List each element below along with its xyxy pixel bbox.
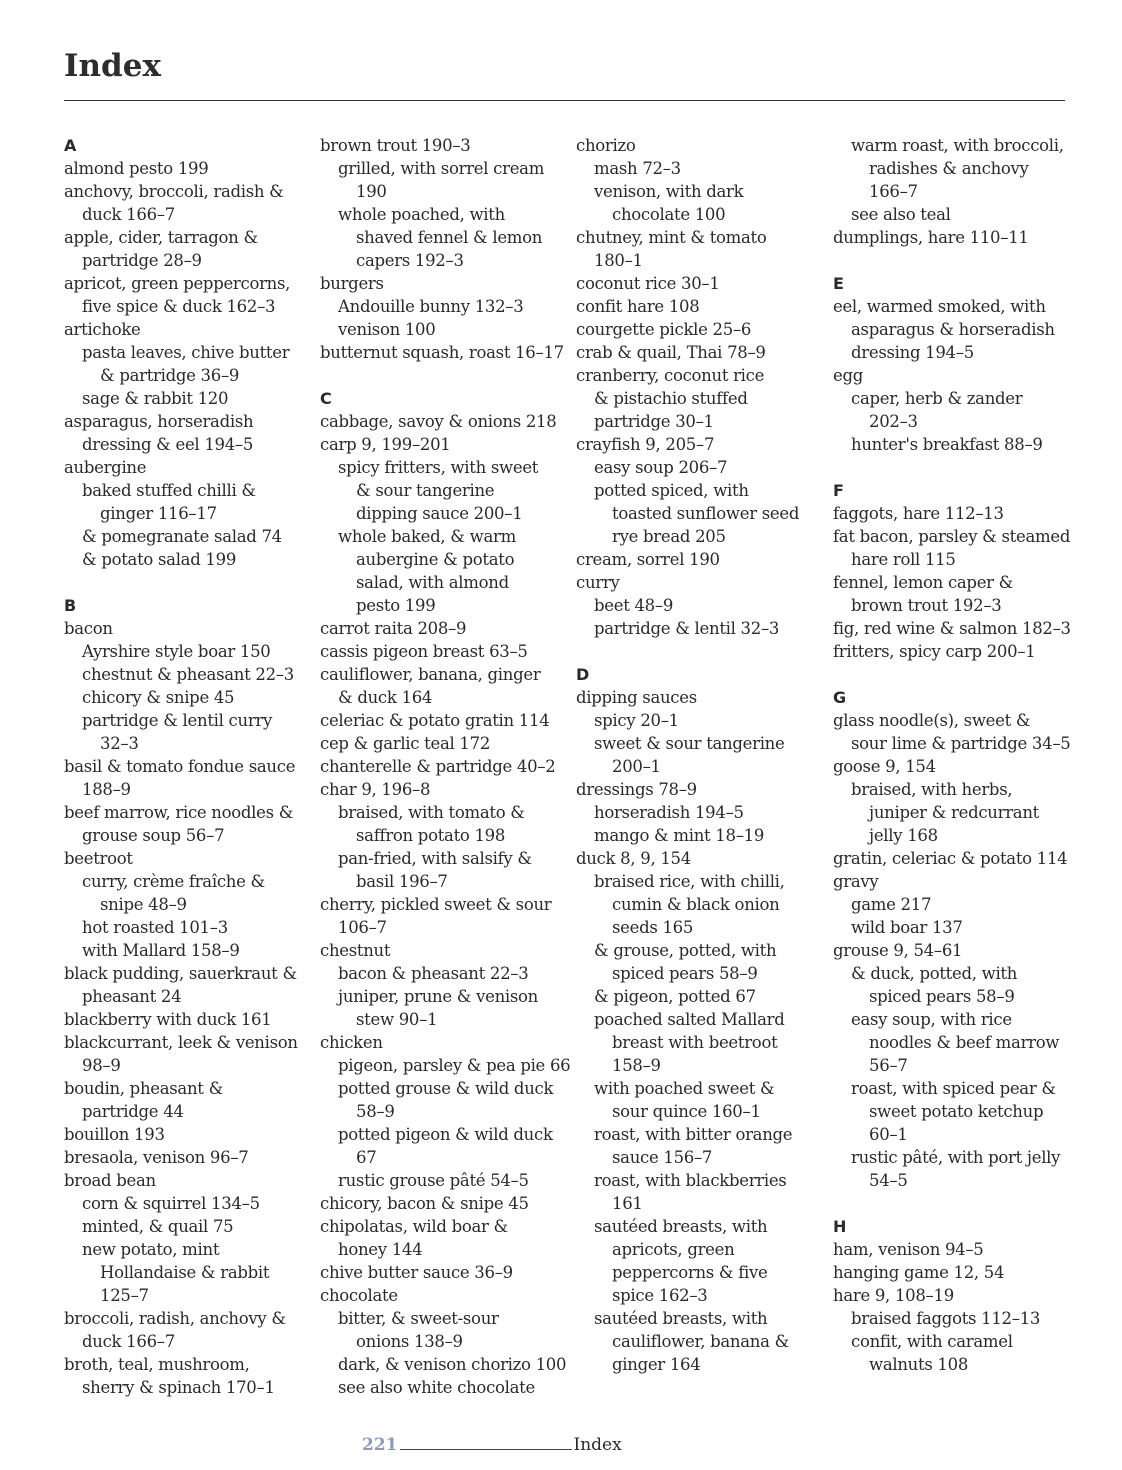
section-gap: [320, 364, 570, 387]
index-subentry: & grouse, potted, with: [594, 941, 777, 960]
index-subentry: bitter, & sweet-sour: [338, 1309, 499, 1328]
section-letter: H: [833, 1217, 847, 1236]
index-subentry: partridge 44: [82, 1102, 184, 1121]
section-letter: D: [576, 665, 589, 684]
index-entry: grouse 9, 54–61: [833, 941, 963, 960]
index-subentry: roast, with blackberries: [594, 1171, 787, 1190]
index-subentry: 106–7: [338, 918, 387, 937]
index-subentry: with Mallard 158–9: [82, 941, 240, 960]
index-subentry: brown trout 192–3: [851, 596, 1002, 615]
index-subentry: warm roast, with broccoli,: [851, 136, 1064, 155]
page-number: 221: [362, 1435, 398, 1455]
index-subentry: breast with beetroot: [612, 1033, 778, 1052]
index-subentry: 98–9: [82, 1056, 121, 1075]
index-subentry: 180–1: [594, 251, 643, 270]
index-subentry: rustic grouse pâté 54–5: [338, 1171, 529, 1190]
index-subentry: stew 90–1: [356, 1010, 438, 1029]
index-entry: beetroot: [64, 849, 133, 868]
index-entry: chutney, mint & tomato: [576, 228, 767, 247]
index-entry: celeriac & potato gratin 114: [320, 711, 550, 730]
index-entry: chicken: [320, 1033, 383, 1052]
index-subentry: whole poached, with: [338, 205, 505, 224]
index-entry: anchovy, broccoli, radish &: [64, 182, 284, 201]
index-subentry: cumin & black onion: [612, 895, 780, 914]
index-subentry: capers 192–3: [356, 251, 464, 270]
index-subentry: peppercorns & five: [612, 1263, 768, 1282]
index-subentry: duck 166–7: [82, 1332, 175, 1351]
index-subentry: cauliflower, banana &: [612, 1332, 789, 1351]
section-letter: B: [64, 596, 76, 615]
index-entry: carrot raita 208–9: [320, 619, 467, 638]
index-subentry: 67: [356, 1148, 377, 1167]
index-subentry: sauce 156–7: [612, 1148, 713, 1167]
index-subentry: roast, with bitter orange: [594, 1125, 793, 1144]
index-entry: goose 9, 154: [833, 757, 936, 776]
index-subentry: pesto 199: [356, 596, 436, 615]
index-subentry: jelly 168: [869, 826, 938, 845]
index-subentry: horseradish 194–5: [594, 803, 744, 822]
index-subentry: with poached sweet &: [594, 1079, 775, 1098]
index-subentry: sweet & sour tangerine: [594, 734, 785, 753]
index-subentry: hare roll 115: [851, 550, 956, 569]
index-subentry: corn & squirrel 134–5: [82, 1194, 260, 1213]
index-subentry: see also teal: [851, 205, 951, 224]
index-subentry: 158–9: [612, 1056, 661, 1075]
index-column-4: [833, 134, 1071, 1376]
index-subentry: wild boar 137: [851, 918, 963, 937]
index-entry: confit hare 108: [576, 297, 700, 316]
index-subentry: saffron potato 198: [356, 826, 506, 845]
index-subentry: spicy fritters, with sweet: [338, 458, 539, 477]
index-column-3: [576, 134, 799, 1376]
index-subentry: sautéed breasts, with: [594, 1309, 768, 1328]
index-subentry: beet 48–9: [594, 596, 674, 615]
index-entry: cassis pigeon breast 63–5: [320, 642, 528, 661]
index-subentry: sautéed breasts, with: [594, 1217, 768, 1236]
index-subentry: chocolate 100: [612, 205, 726, 224]
index-subentry: new potato, mint: [82, 1240, 220, 1259]
index-entry: glass noodle(s), sweet &: [833, 711, 1031, 730]
index-subentry: pasta leaves, chive butter: [82, 343, 290, 362]
section-letter: C: [320, 389, 332, 408]
index-subentry: whole baked, & warm: [338, 527, 516, 546]
section-gap: [833, 249, 1071, 272]
index-subentry: onions 138–9: [356, 1332, 463, 1351]
index-subentry: ginger 164: [612, 1355, 701, 1374]
index-entry: basil & tomato fondue sauce: [64, 757, 296, 776]
index-subentry: spice 162–3: [612, 1286, 708, 1305]
index-subentry: potted spiced, with: [594, 481, 749, 500]
index-entry: broccoli, radish, anchovy &: [64, 1309, 286, 1328]
index-subentry: dark, & venison chorizo 100: [338, 1355, 567, 1374]
section-gap: [64, 571, 298, 594]
index-subentry: five spice & duck 162–3: [82, 297, 276, 316]
index-column-1: [64, 134, 298, 1399]
index-subentry: 188–9: [82, 780, 131, 799]
index-subentry: sage & rabbit 120: [82, 389, 229, 408]
index-subentry: ginger 116–17: [100, 504, 217, 523]
index-subentry: easy soup, with rice: [851, 1010, 1012, 1029]
section-gap: [833, 456, 1071, 479]
index-entry: artichoke: [64, 320, 141, 339]
index-entry: fig, red wine & salmon 182–3: [833, 619, 1071, 638]
index-subentry: game 217: [851, 895, 932, 914]
index-entry: chanterelle & partridge 40–2: [320, 757, 556, 776]
index-entry: gratin, celeriac & potato 114: [833, 849, 1068, 868]
index-subentry: pan-fried, with salsify &: [338, 849, 532, 868]
index-entry: asparagus, horseradish: [64, 412, 254, 431]
index-entry: dipping sauces: [576, 688, 697, 707]
index-subentry: mash 72–3: [594, 159, 681, 178]
index-subentry: venison 100: [338, 320, 436, 339]
index-entry: bresaola, venison 96–7: [64, 1148, 249, 1167]
section-letter: G: [833, 688, 846, 707]
index-subentry: sour lime & partridge 34–5: [851, 734, 1071, 753]
page-footer: [362, 1435, 622, 1455]
index-subentry: bacon & pheasant 22–3: [338, 964, 529, 983]
index-subentry: 161: [612, 1194, 643, 1213]
index-subentry: duck 166–7: [82, 205, 175, 224]
index-subentry: seeds 165: [612, 918, 694, 937]
index-subentry: minted, & quail 75: [82, 1217, 234, 1236]
index-entry: bacon: [64, 619, 113, 638]
index-subentry: & pomegranate salad 74: [82, 527, 282, 546]
index-entry: faggots, hare 112–13: [833, 504, 1004, 523]
index-subentry: shaved fennel & lemon: [356, 228, 543, 247]
footer-label: Index: [573, 1435, 622, 1455]
index-subentry: chestnut & pheasant 22–3: [82, 665, 294, 684]
index-entry: broad bean: [64, 1171, 156, 1190]
index-entry: egg: [833, 366, 863, 385]
index-subentry: 166–7: [869, 182, 918, 201]
index-subentry: braised, with tomato &: [338, 803, 525, 822]
index-entry: cherry, pickled sweet & sour: [320, 895, 552, 914]
index-subentry: easy soup 206–7: [594, 458, 728, 477]
index-entry: dumplings, hare 110–11: [833, 228, 1029, 247]
index-entry: broth, teal, mushroom,: [64, 1355, 250, 1374]
index-subentry: pigeon, parsley & pea pie 66: [338, 1056, 571, 1075]
title-rule: [64, 100, 1065, 101]
section-gap: [833, 663, 1071, 686]
index-subentry: 125–7: [100, 1286, 149, 1305]
index-subentry: curry, crème fraîche &: [82, 872, 265, 891]
index-subentry: rustic pâté, with port jelly: [851, 1148, 1061, 1167]
index-subentry: spicy 20–1: [594, 711, 679, 730]
section-letter: E: [833, 274, 844, 293]
index-entry: chestnut: [320, 941, 391, 960]
index-subentry: Ayrshire style boar 150: [82, 642, 271, 661]
index-subentry: honey 144: [338, 1240, 423, 1259]
index-entry: black pudding, sauerkraut &: [64, 964, 297, 983]
index-subentry: radishes & anchovy: [869, 159, 1029, 178]
section-letter: F: [833, 481, 844, 500]
index-subentry: walnuts 108: [869, 1355, 969, 1374]
index-subentry: braised, with herbs,: [851, 780, 1013, 799]
index-entry: brown trout 190–3: [320, 136, 471, 155]
index-subentry: 58–9: [356, 1102, 395, 1121]
index-column-2: [320, 134, 570, 1399]
index-entry: carp 9, 199–201: [320, 435, 451, 454]
index-entry: almond pesto 199: [64, 159, 209, 178]
index-entry: dressings 78–9: [576, 780, 697, 799]
index-subentry: sweet potato ketchup: [869, 1102, 1044, 1121]
index-entry: ham, venison 94–5: [833, 1240, 984, 1259]
index-entry: hanging game 12, 54: [833, 1263, 1005, 1282]
index-subentry: partridge & lentil curry: [82, 711, 273, 730]
index-subentry: 190: [356, 182, 387, 201]
index-entry: beef marrow, rice noodles &: [64, 803, 294, 822]
index-entry: gravy: [833, 872, 879, 891]
index-subentry: hunter's breakfast 88–9: [851, 435, 1043, 454]
index-subentry: see also white chocolate: [338, 1378, 535, 1397]
index-entry: crayfish 9, 205–7: [576, 435, 715, 454]
index-subentry: & sour tangerine: [356, 481, 495, 500]
index-subentry: dressing & eel 194–5: [82, 435, 254, 454]
index-subentry: 200–1: [612, 757, 661, 776]
index-subentry: venison, with dark: [594, 182, 744, 201]
index-subentry: grilled, with sorrel cream: [338, 159, 545, 178]
index-subentry: caper, herb & zander: [851, 389, 1023, 408]
index-subentry: snipe 48–9: [100, 895, 187, 914]
index-subentry: aubergine & potato: [356, 550, 515, 569]
index-subentry: & pistachio stuffed: [594, 389, 748, 408]
index-subentry: sour quince 160–1: [612, 1102, 761, 1121]
index-entry: chocolate: [320, 1286, 398, 1305]
index-entry: apple, cider, tarragon &: [64, 228, 258, 247]
index-subentry: 56–7: [869, 1056, 908, 1075]
section-letter: A: [64, 136, 77, 155]
index-subentry: 60–1: [869, 1125, 908, 1144]
index-subentry: 32–3: [100, 734, 139, 753]
index-entry: crab & quail, Thai 78–9: [576, 343, 766, 362]
index-subentry: & duck 164: [338, 688, 433, 707]
index-entry: chive butter sauce 36–9: [320, 1263, 513, 1282]
index-entry: cep & garlic teal 172: [320, 734, 491, 753]
index-entry: cauliflower, banana, ginger: [320, 665, 541, 684]
index-entry: aubergine: [64, 458, 147, 477]
index-entry: burgers: [320, 274, 384, 293]
index-entry: cream, sorrel 190: [576, 550, 720, 569]
index-subentry: partridge & lentil 32–3: [594, 619, 780, 638]
index-subentry: salad, with almond: [356, 573, 509, 592]
index-entry: curry: [576, 573, 620, 592]
index-subentry: spiced pears 58–9: [612, 964, 758, 983]
index-subentry: noodles & beef marrow: [869, 1033, 1060, 1052]
index-entry: blackcurrant, leek & venison: [64, 1033, 298, 1052]
index-entry: fat bacon, parsley & steamed: [833, 527, 1071, 546]
index-entry: blackberry with duck 161: [64, 1010, 272, 1029]
index-subentry: & partridge 36–9: [100, 366, 240, 385]
index-subentry: apricots, green: [612, 1240, 735, 1259]
index-entry: chicory, bacon & snipe 45: [320, 1194, 529, 1213]
index-subentry: juniper & redcurrant: [869, 803, 1039, 822]
index-subentry: rye bread 205: [612, 527, 726, 546]
index-subentry: grouse soup 56–7: [82, 826, 225, 845]
index-subentry: baked stuffed chilli &: [82, 481, 256, 500]
index-subentry: juniper, prune & venison: [338, 987, 539, 1006]
index-entry: butternut squash, roast 16–17: [320, 343, 564, 362]
index-entry: chipolatas, wild boar &: [320, 1217, 508, 1236]
index-entry: char 9, 196–8: [320, 780, 431, 799]
index-entry: fritters, spicy carp 200–1: [833, 642, 1036, 661]
index-subentry: braised faggots 112–13: [851, 1309, 1041, 1328]
index-subentry: Hollandaise & rabbit: [100, 1263, 270, 1282]
index-entry: cranberry, coconut rice: [576, 366, 765, 385]
index-subentry: pheasant 24: [82, 987, 182, 1006]
index-entry: boudin, pheasant &: [64, 1079, 223, 1098]
page-title: Index: [64, 48, 161, 84]
index-subentry: potted grouse & wild duck: [338, 1079, 554, 1098]
index-subentry: chicory & snipe 45: [82, 688, 235, 707]
index-subentry: partridge 28–9: [82, 251, 202, 270]
index-subentry: sherry & spinach 170–1: [82, 1378, 275, 1397]
index-subentry: partridge 30–1: [594, 412, 714, 431]
section-gap: [833, 1192, 1071, 1215]
index-subentry: asparagus & horseradish: [851, 320, 1055, 339]
index-subentry: basil 196–7: [356, 872, 448, 891]
index-subentry: spiced pears 58–9: [869, 987, 1015, 1006]
index-subentry: Andouille bunny 132–3: [338, 297, 524, 316]
index-subentry: toasted sunflower seed: [612, 504, 800, 523]
index-entry: coconut rice 30–1: [576, 274, 720, 293]
index-entry: bouillon 193: [64, 1125, 165, 1144]
index-entry: cabbage, savoy & onions 218: [320, 412, 557, 431]
index-subentry: roast, with spiced pear &: [851, 1079, 1056, 1098]
index-subentry: 202–3: [869, 412, 918, 431]
footer-rule: [400, 1449, 572, 1450]
index-subentry: & pigeon, potted 67: [594, 987, 756, 1006]
index-entry: fennel, lemon caper &: [833, 573, 1014, 592]
index-subentry: mango & mint 18–19: [594, 826, 765, 845]
index-entry: hare 9, 108–19: [833, 1286, 954, 1305]
section-gap: [576, 640, 799, 663]
index-subentry: poached salted Mallard: [594, 1010, 785, 1029]
index-subentry: confit, with caramel: [851, 1332, 1013, 1351]
index-subentry: potted pigeon & wild duck: [338, 1125, 553, 1144]
index-entry: eel, warmed smoked, with: [833, 297, 1046, 316]
index-subentry: & potato salad 199: [82, 550, 237, 569]
index-subentry: dipping sauce 200–1: [356, 504, 523, 523]
index-entry: courgette pickle 25–6: [576, 320, 752, 339]
index-entry: apricot, green peppercorns,: [64, 274, 291, 293]
index-entry: duck 8, 9, 154: [576, 849, 691, 868]
index-subentry: dressing 194–5: [851, 343, 974, 362]
index-subentry: hot roasted 101–3: [82, 918, 228, 937]
index-subentry: 54–5: [869, 1171, 908, 1190]
index-subentry: & duck, potted, with: [851, 964, 1018, 983]
index-entry: chorizo: [576, 136, 636, 155]
index-subentry: braised rice, with chilli,: [594, 872, 785, 891]
